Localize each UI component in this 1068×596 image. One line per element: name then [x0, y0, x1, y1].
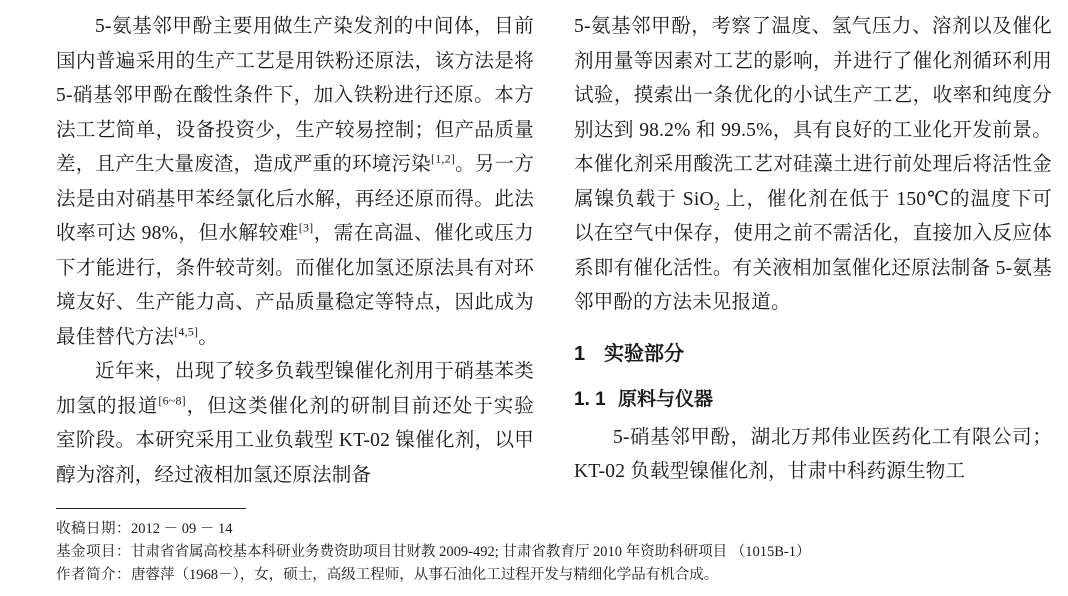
footnote-received-date — [56, 518, 1016, 541]
citation-ref-1: [1,2] — [431, 151, 456, 166]
paragraph-1-text-b: 。另一方法是由对硝基甲苯经氯化后水解，再经还原而得。此法收率可达 98%，但水解较难 — [56, 154, 534, 244]
footnote-block — [56, 518, 1016, 587]
footnote-received-value: 2012 － 09 － 14 — [131, 521, 233, 537]
section-heading-1 — [574, 339, 1052, 369]
footnote-divider — [56, 508, 246, 509]
paragraph-3 — [574, 10, 1052, 321]
paragraph-4: 5-硝基邻甲酚，湖北万邦伟业医药化工有限公司；KT-02 负载型镍催化剂，甘肃中科药源生物工 — [574, 426, 1052, 482]
subsection-number: 1. 1 — [574, 388, 606, 410]
paragraph-3-text-b: 上，催化剂在低于 150℃的温度下可以在空气中保存，使用之前不需活化，直接加入反应体系即有催化活性。有关液相加氢催化还原法制备 5-氨基邻甲酚的方法未见报道。 — [574, 188, 1052, 313]
footnote-funding-value: 甘肃省省属高校基本科研业务费资助项目甘财教 2009-492; 甘肃省教育厅 2010 年资助科研项目 （1015B-1） — [131, 544, 811, 560]
citation-ref-4: [6~8] — [158, 393, 186, 407]
footnote-author-value: 唐蓉萍（1968－），女，硕士，高级工程师，从事石油化工过程开发与精细化学品有机合成。 — [131, 567, 719, 583]
left-column — [56, 10, 534, 496]
footnote-author-label: 作者简介： — [56, 567, 131, 583]
paragraph-1-text-c: ，需在高温、催化或压力下才能进行，条件较苛刻。而催化加氢还原法具有对环境友好、生产能力高、产品质量稳定等特点，因此成为最佳替代方法 — [56, 223, 535, 348]
footnote-received-label: 收稿日期： — [56, 521, 131, 537]
subsection-heading-1-1 — [574, 385, 1052, 415]
subscript-2: 2 — [713, 198, 720, 213]
section-title: 实验部分 — [604, 342, 684, 365]
paragraph-1-text-a: 5-氨基邻甲酚主要用做生产染发剂的中间体，目前国内普遍采用的生产工艺是用铁粉还原法，该方法是将 5-硝基邻甲酚在酸性条件下，加入铁粉进行还原。本方法工艺简单，设备投资少，生产较易控制；但产品质量差，且产生大量废渣，造成严重的环境污染 — [56, 16, 534, 175]
paragraph-1 — [56, 10, 534, 355]
paragraph-1-text-d: 。 — [198, 326, 218, 348]
paragraph-2 — [56, 355, 534, 493]
citation-ref-3: [4,5] — [174, 324, 199, 338]
paragraph-2-text-a: 近年来，出现了较多负载型镍催化剂用于硝基苯类加氢的报道 — [56, 361, 534, 417]
subsection-title: 原料与仪器 — [618, 388, 714, 410]
paragraph-2-text-b: ，但这类催化剂的研制目前还处于实验室阶段。本研究采用工业负载型 KT-02 镍催化剂，以甲醇为溶剂，经过液相加氢还原法制备 — [56, 395, 534, 486]
footnote-author-bio — [56, 564, 1016, 587]
footnote-funding-label: 基金项目： — [56, 544, 131, 560]
two-column-body — [56, 10, 1052, 496]
paragraph-3-text-a: 5-氨基邻甲酚，考察了温度、氢气压力、溶剂以及催化剂用量等因素对工艺的影响，并进行了催化剂循环利用试验，摸索出一条优化的小试生产工艺，收率和纯度分别达到 98.2% 和 99.5%，具有良好的工业化开发前景。本催化剂采用酸洗工艺对硅藻土进行前处理后将活性金属镍负载于 SiO — [574, 16, 1052, 210]
right-column — [574, 10, 1052, 496]
footnote-funding — [56, 541, 1016, 564]
section-number: 1 — [574, 342, 586, 365]
citation-ref-2: [3] — [298, 220, 314, 235]
